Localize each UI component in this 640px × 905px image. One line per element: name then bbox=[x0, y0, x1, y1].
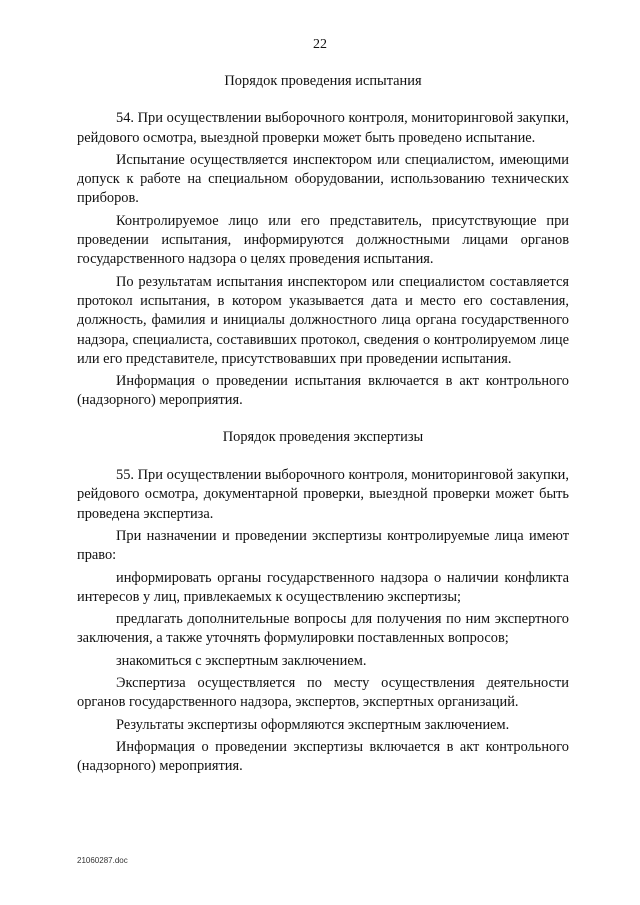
paragraph: Испытание осуществляется инспектором или специалистом, имеющими допуск к работе на специальном оборудовании, использованию технических приборов. bbox=[77, 151, 569, 207]
paragraph: Результаты экспертизы оформляются экспертным заключением. bbox=[116, 716, 510, 733]
section-heading-expertise: Порядок проведения экспертизы bbox=[222, 428, 424, 445]
list-item: знакомиться с экспертным заключением. bbox=[116, 652, 367, 669]
paragraph: По результатам испытания инспектором или специалистом составляется протокол испытания, в котором указывается дата и место его составления, должность, фамилия и инициалы должностного лица органа государственного надзора, специалиста, составивших протокол, сведения о контролируемом лице или его представителе, присутствовавших при проведении испытания. bbox=[77, 273, 569, 367]
paragraph: Информация о проведении экспертизы включается в акт контрольного (надзорного) мероприятия. bbox=[77, 738, 569, 775]
section-heading-testing: Порядок проведения испытания bbox=[224, 73, 422, 89]
paragraph: Информация о проведении испытания включается в акт контрольного (надзорного) мероприятия. bbox=[77, 373, 569, 409]
list-item: информировать органы государственного надзора о наличии конфликта интересов у лиц, привлекаемых к осуществлению экспертизы; bbox=[77, 569, 569, 605]
document-body bbox=[77, 72, 569, 780]
paragraph-55: 55. При осуществлении выборочного контроля, мониторинговой закупки, рейдового осмотра, документарной проверки, выездной проверки может быть проведена экспертиза. bbox=[77, 467, 569, 522]
paragraph: Контролируемое лицо или его представитель, присутствующие при проведении испытания, информируются должностными лицами органов государственного надзора о целях проведения испытания. bbox=[77, 212, 569, 268]
paragraph: При назначении и проведении экспертизы контролируемые лица имеют право: bbox=[77, 527, 569, 564]
paragraph: Экспертиза осуществляется по месту осуществления деятельности органов государственного надзора, экспертов, экспертных организаций. bbox=[77, 675, 569, 711]
paragraph-54: 54. При осуществлении выборочного контроля, мониторинговой закупки, рейдового осмотра, выездной проверки может быть проведено испытание. bbox=[77, 110, 569, 146]
list-item: предлагать дополнительные вопросы для получения по ним экспертного заключения, а также уточнять формулировки поставленных вопросов; bbox=[77, 611, 569, 647]
document-filename: 21060287.doc bbox=[77, 856, 128, 865]
page-number: 22 bbox=[313, 37, 327, 52]
